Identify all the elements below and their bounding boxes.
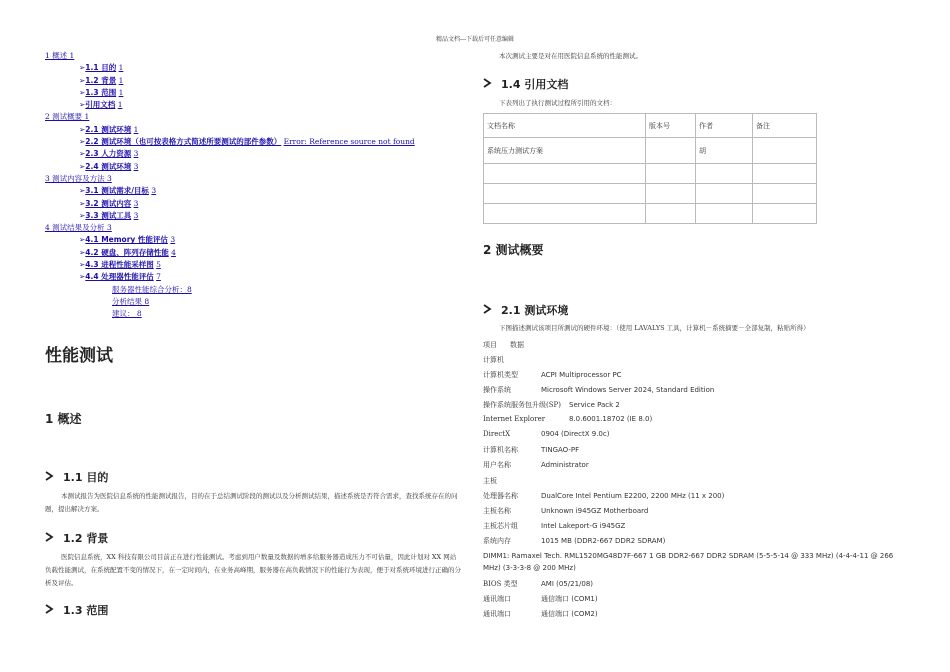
spec-key: 系统内存 xyxy=(483,537,511,545)
table-cell: 系统压力测试方案 xyxy=(484,138,646,164)
spec-row xyxy=(483,370,622,380)
table-row xyxy=(484,204,817,224)
spec-key: 主板芯片组 xyxy=(483,522,518,530)
spec-value: AMI (05/21/08) xyxy=(541,580,594,588)
toc-entry[interactable] xyxy=(45,222,465,234)
chevron-right-icon xyxy=(45,471,55,484)
arrow-bullet-icon: ➢ xyxy=(79,75,86,85)
toc-entry-label: 2 测试概要 1 xyxy=(45,112,90,122)
arrow-bullet-icon: ➢ xyxy=(79,124,86,134)
spec-col-data: 数据 xyxy=(510,341,524,349)
spec-key: 处理器名称 xyxy=(483,492,518,500)
spec-group-motherboard: 主板 xyxy=(483,477,497,485)
toc-entry[interactable] xyxy=(45,185,465,197)
toc-entry[interactable] xyxy=(45,136,465,148)
spec-value: 1015 MB (DDR2-667 DDR2 SDRAM) xyxy=(541,537,666,545)
spec-value: ACPI Multiprocessor PC xyxy=(541,371,622,379)
table-row xyxy=(484,184,817,204)
toc-entry[interactable] xyxy=(45,308,465,320)
toc-entry[interactable] xyxy=(45,148,465,160)
spec-key: 用户名称 xyxy=(483,461,511,469)
toc-entry-title: 4.2 硬盘、阵列存储性能 xyxy=(85,247,169,257)
toc-entry-title: 2.2 测试环境（也可按表格方式简述所要测试的部件参数） xyxy=(85,137,282,147)
spec-row xyxy=(483,609,598,619)
toc-entry-label: 1 概述 1 xyxy=(45,51,75,60)
arrow-bullet-icon: ➢ xyxy=(79,186,86,196)
spec-value: Administrator xyxy=(541,461,589,469)
toc-entry[interactable] xyxy=(45,210,465,222)
table-cell xyxy=(753,184,817,204)
section-1-3-heading xyxy=(45,602,108,618)
spec-row xyxy=(483,579,593,589)
toc-entry-page: Error: Reference source not found xyxy=(283,137,415,147)
section-1-heading: 1 概述 xyxy=(45,412,82,426)
table-cell xyxy=(696,204,753,224)
table-cell xyxy=(696,184,753,204)
toc-entry[interactable] xyxy=(45,87,465,99)
table-row xyxy=(484,164,817,184)
toc-entry-page: 1 xyxy=(118,87,124,97)
toc-entry[interactable] xyxy=(45,198,465,210)
section-2-heading: 2 测试概要 xyxy=(483,243,544,257)
spec-row xyxy=(483,430,609,438)
toc-entry[interactable] xyxy=(45,124,465,136)
spec-group-computer: 计算机 xyxy=(483,356,504,364)
table-cell xyxy=(696,164,753,184)
arrow-bullet-icon: ➢ xyxy=(79,63,86,73)
section-1-4-title: 1.4 引用文档 xyxy=(501,78,569,91)
arrow-bullet-icon: ➢ xyxy=(79,149,86,159)
section-1-1-title: 1.1 目的 xyxy=(63,471,109,484)
toc-entry[interactable] xyxy=(45,284,465,296)
table-cell xyxy=(646,138,696,164)
section-2-1-intro: 下图描述测试该项目所测试的硬件环境：（使用 LAVALYS 工具，计算机－系统摘要－全部复制，粘贴所得） xyxy=(499,324,810,332)
spec-value: 通信端口 (COM1) xyxy=(541,595,598,603)
table-header-cell: 备注 xyxy=(753,114,817,138)
section-1-1-body: 本测试报告为医院信息系统的性能测试报告，目的在于总结测试阶段的测试以及分析测试结果，描述系统是否符合需求，查找系统存在的问题，提出解决方案。 xyxy=(45,492,458,513)
toc-entry[interactable] xyxy=(45,247,465,259)
toc-entry-title: 2.1 测试环境 xyxy=(85,124,132,134)
table-cell xyxy=(484,164,646,184)
toc-entry-page: 1 xyxy=(118,75,124,85)
chevron-right-icon xyxy=(45,532,55,545)
spec-row xyxy=(483,491,724,501)
section-1-2-title: 1.2 背景 xyxy=(63,532,109,545)
spec-key: Internet Explorer xyxy=(483,415,546,423)
spec-row xyxy=(483,385,714,395)
toc-entry-label: 3 测试内容及方法 3 xyxy=(45,173,112,183)
toc-entry-title: 1.3 范围 xyxy=(85,87,117,97)
arrow-bullet-icon: ➢ xyxy=(79,260,86,270)
chevron-right-icon xyxy=(483,304,493,317)
toc-entry[interactable] xyxy=(45,99,465,111)
section-2-1-heading xyxy=(483,302,568,318)
arrow-bullet-icon: ➢ xyxy=(79,161,86,171)
table-cell xyxy=(753,164,817,184)
table-header-cell: 作者 xyxy=(696,114,753,138)
toc-entry-label: 建议： 8 xyxy=(112,309,142,319)
section-1-2-body: 医院信息系统，XX 科技有限公司目前正在进行性能测试。考虑到用户数量及数据的增多给服务器造成压力不可估量，因此计划对 XX 网站负载性能测试，在系统配置不变的情况下，在一定时间内，在业务高峰期，服务器在高负载情况下的性能行为表现，便于对系统环境进行正确的分析及评估。 xyxy=(45,553,461,587)
toc-entry-title: 1.2 背景 xyxy=(85,75,117,85)
arrow-bullet-icon: ➢ xyxy=(79,100,86,110)
spec-row xyxy=(483,445,579,455)
toc-entry-page: 3 xyxy=(133,210,139,220)
spec-key: 操作系统服务包升级(SP) xyxy=(483,401,561,409)
section-2-1-title: 2.1 测试环境 xyxy=(501,304,569,317)
table-cell xyxy=(484,204,646,224)
toc-entry-page: 3 xyxy=(133,198,139,208)
spec-value: 0904 (DirectX 9.0c) xyxy=(541,430,610,438)
table-of-contents xyxy=(45,50,465,321)
toc-entry[interactable] xyxy=(45,234,465,246)
arrow-bullet-icon: ➢ xyxy=(79,272,86,282)
toc-entry[interactable] xyxy=(45,173,465,185)
table-cell xyxy=(646,184,696,204)
arrow-bullet-icon: ➢ xyxy=(79,137,86,147)
spec-value: Microsoft Windows Server 2024, Standard Edition xyxy=(541,386,715,394)
toc-entry[interactable] xyxy=(45,271,465,283)
toc-entry-page: 3 xyxy=(151,186,157,196)
chevron-right-icon xyxy=(483,78,493,91)
toc-entry-page: 5 xyxy=(156,260,161,270)
spec-value: Intel Lakeport-G i945GZ xyxy=(541,522,626,530)
toc-entry-title: 3.3 测试工具 xyxy=(85,210,132,220)
toc-entry-title: 2.3 人力资源 xyxy=(85,149,132,159)
table-cell xyxy=(753,204,817,224)
arrow-bullet-icon: ➢ xyxy=(79,210,86,220)
toc-entry[interactable] xyxy=(45,259,465,271)
spec-value: Service Pack 2 xyxy=(569,401,620,409)
toc-entry-title: 3.2 测试内容 xyxy=(85,198,132,208)
spec-header-row xyxy=(483,340,524,350)
section-1-3-title: 1.3 范围 xyxy=(63,604,109,617)
toc-entry-title: 4.4 处理器性能评估 xyxy=(85,272,154,282)
toc-entry-title: 4.1 Memory 性能评估 xyxy=(85,235,168,245)
spec-row xyxy=(483,521,625,531)
arrow-bullet-icon: ➢ xyxy=(79,235,86,245)
table-row xyxy=(484,138,817,164)
section-1-2-heading xyxy=(45,530,108,546)
spec-row xyxy=(483,536,665,546)
document-title: 性能测试 xyxy=(45,346,113,366)
toc-entry[interactable] xyxy=(45,75,465,87)
spec-key: 主板名称 xyxy=(483,507,511,515)
spec-value: 通信端口 (COM2) xyxy=(541,610,598,618)
table-header-cell: 文档名称 xyxy=(484,114,646,138)
spec-dimm-row: DIMM1: Ramaxel Tech. RML1520MG48D7F-667 1 GB DDR2-667 DDR2 SDRAM (5-5-5-14 @ 333 MHz) (4-4-4-11 @ 266 MHz) (3-3-3-8 @ 200 MHz) xyxy=(483,552,894,572)
toc-entry[interactable] xyxy=(45,62,465,74)
spec-key: 通讯端口 xyxy=(483,610,511,618)
spec-key: 通讯端口 xyxy=(483,595,511,603)
spec-row xyxy=(483,506,648,516)
table-cell xyxy=(646,164,696,184)
toc-entry-page: 1 xyxy=(118,63,124,73)
spec-key: BIOS 类型 xyxy=(483,580,518,588)
arrow-bullet-icon: ➢ xyxy=(79,87,86,97)
table-cell xyxy=(646,204,696,224)
toc-entry-title: 引用文档 xyxy=(85,100,116,110)
spec-value: 8.0.6001.18702 (IE 8.0) xyxy=(569,415,653,423)
spec-key: 计算机名称 xyxy=(483,446,518,454)
spec-row xyxy=(483,400,620,410)
spec-row xyxy=(483,415,652,423)
toc-entry-title: 3.1 测试需求/目标 xyxy=(85,186,149,196)
toc-entry[interactable] xyxy=(45,111,465,123)
toc-entry-page: 1 xyxy=(117,100,123,110)
toc-entry[interactable] xyxy=(45,161,465,173)
toc-entry-title: 2.4 测试环境 xyxy=(85,161,132,171)
toc-entry-title: 4.3 进程性能采样图 xyxy=(85,260,154,270)
spec-value: Unknown i945GZ Motherboard xyxy=(541,507,649,515)
section-1-4-heading xyxy=(483,76,568,92)
spec-key: DirectX xyxy=(483,430,511,438)
section-1-1-heading xyxy=(45,469,108,485)
table-cell xyxy=(753,138,817,164)
toc-entry-page: 4 xyxy=(171,247,176,257)
toc-entry-label: 服务器性能综合分析：8 xyxy=(112,284,192,294)
spec-value: DualCore Intel Pentium E2200, 2200 MHz (11 x 200) xyxy=(541,492,725,500)
toc-entry-page: 1 xyxy=(133,124,139,134)
page-header: 精品文档---下载后可任意编辑 xyxy=(435,36,515,43)
section-1-3-body: 本次测试主要是对在用医院信息系统的性能测试。 xyxy=(499,52,642,60)
toc-entry-label: 分析结果 8 xyxy=(112,296,150,306)
table-cell: 胡 xyxy=(696,138,753,164)
spec-key: 计算机类型 xyxy=(483,371,518,379)
spec-value: TINGAO-PF xyxy=(541,446,580,454)
reference-docs-table xyxy=(483,113,817,224)
chevron-right-icon xyxy=(45,604,55,617)
arrow-bullet-icon: ➢ xyxy=(79,247,86,257)
arrow-bullet-icon: ➢ xyxy=(79,198,86,208)
toc-entry[interactable] xyxy=(45,296,465,308)
toc-entry-page: 7 xyxy=(156,272,161,282)
toc-entry-page: 3 xyxy=(170,235,176,245)
table-header-cell: 版本号 xyxy=(646,114,696,138)
toc-entry-page: 3 xyxy=(133,161,139,171)
spec-row xyxy=(483,460,589,470)
table-header-row xyxy=(484,114,817,138)
spec-col-item: 项目 xyxy=(483,341,497,349)
toc-entry-title: 1.1 目的 xyxy=(85,63,117,73)
spec-row xyxy=(483,594,598,604)
table-cell xyxy=(484,184,646,204)
toc-entry[interactable] xyxy=(45,50,465,62)
toc-entry-label: 4 测试结果及分析 3 xyxy=(45,223,112,233)
spec-key: 操作系统 xyxy=(483,386,511,394)
section-1-4-intro: 下表列出了执行测试过程所引用的文档： xyxy=(499,99,616,107)
toc-entry-page: 3 xyxy=(133,149,139,159)
